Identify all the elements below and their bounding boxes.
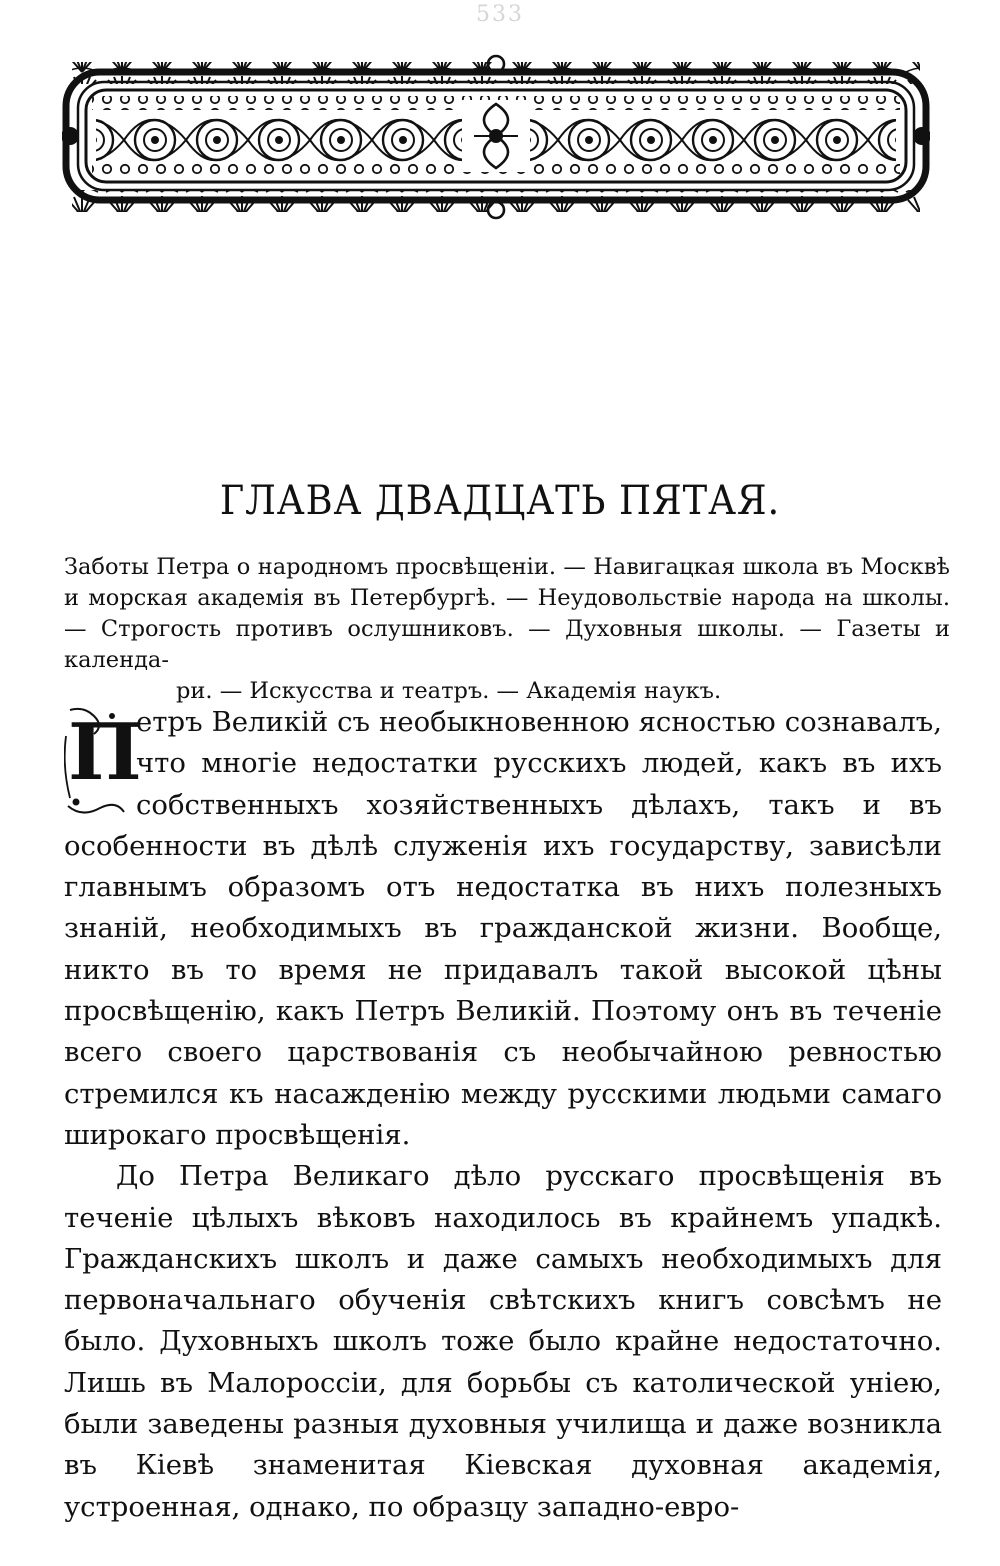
paragraph-2: До Петра Великаго дѣло русскаго просвѣщенія въ теченіе цѣлыхъ вѣковъ находилось въ крайнемъ упадкѣ. Гражданскихъ школъ и даже самыхъ необходимыхъ для первоначальнаго обученія свѣтскихъ книгъ совсѣмъ не было. Духовныхъ школъ тоже было крайне недостаточно. Лишь въ Малороссіи, для борьбы съ католической уніею, были заведены разныя духовныя училища и даже возникла въ Кіевѣ знаменитая Кіевская духовная академія, устроенная, однако, по образцу западно-евро-: [64, 1160, 942, 1523]
ornamental-headpiece-icon: [62, 50, 930, 220]
chapter-synopsis: [64, 552, 950, 707]
chapter-title: ГЛАВА ДВАДЦАТЬ ПЯТАЯ.: [219, 478, 781, 524]
body-text: [64, 702, 942, 1528]
synopsis-text: Заботы Петра о народномъ просвѣщеніи. — Навигацкая школа въ Москвѣ и морская академія въ Петербургѣ. — Неудовольствіе народа на школы. — Строгость противъ ослушниковъ. — Духовныя школы. — Газеты и календа-: [64, 554, 950, 673]
paragraph-1-text: етръ Великій съ необыкновенною ясностью сознавалъ, что многіе недостатки русскихъ людей, какъ въ ихъ собственныхъ хозяйственныхъ дѣлахъ, такъ и въ особенности въ дѣлѣ служенія ихъ государству, зависѣли главнымъ образомъ отъ недостатка въ нихъ полезныхъ знаній, необходимыхъ въ гражданской жизни. Вообще, никто въ то время не придавалъ такой высокой цѣны просвѣщенію, какъ Петръ Великій. Поэтому онъ въ теченіе всего своего царствованія съ необычайною ревностью стремился къ насажденію между русскими людьми самаго широкаго просвѣщенія.: [64, 706, 942, 1151]
synopsis-text-end: ри. — Искусства и театръ. — Академія наукъ.: [176, 678, 722, 704]
drop-cap: [64, 706, 142, 818]
drop-cap-letter: П: [68, 707, 142, 798]
page-number: 533: [476, 2, 524, 27]
paragraph-1: [64, 702, 942, 1156]
